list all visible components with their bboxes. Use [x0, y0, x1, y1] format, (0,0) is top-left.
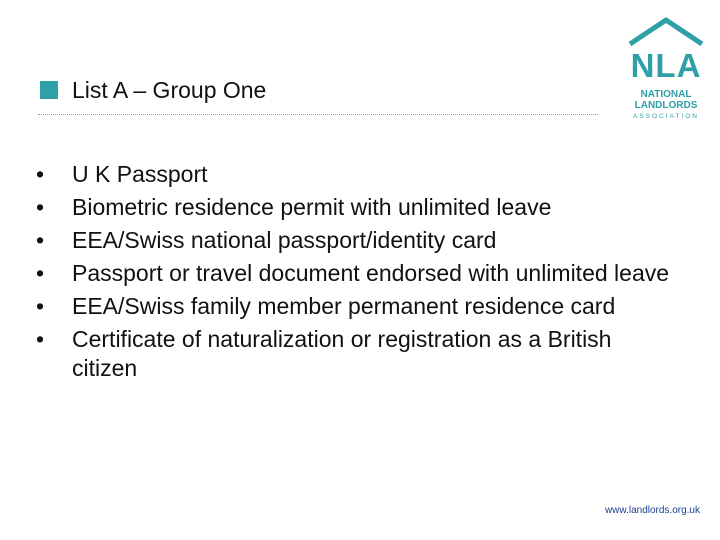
list-item-text: Biometric residence permit with unlimited leave — [72, 194, 552, 220]
title-square-icon — [40, 81, 58, 99]
list-item-text: Certificate of naturalization or registration as a British citizen — [72, 326, 612, 381]
logo-acronym: NLA — [630, 47, 702, 84]
bullet-list — [36, 160, 676, 387]
bullet-icon: • — [36, 227, 45, 253]
bullet-icon: • — [36, 293, 45, 319]
list-item-text: Passport or travel document endorsed with unlimited leave — [72, 260, 670, 286]
logo-line-association: ASSOCIATION — [633, 113, 699, 120]
list-item — [36, 193, 676, 222]
title-row — [40, 74, 266, 106]
bullet-icon: • — [36, 161, 45, 187]
nla-logo — [626, 16, 706, 122]
list-item-text: EEA/Swiss national passport/identity card — [72, 227, 497, 253]
house-roof-icon — [626, 16, 706, 48]
bullet-icon: • — [36, 326, 45, 352]
title-divider — [38, 114, 598, 115]
footer-url-link[interactable]: www.landlords.org.uk — [604, 505, 700, 516]
list-item — [36, 292, 676, 321]
bullet-icon: • — [36, 260, 45, 286]
list-item — [36, 160, 676, 189]
list-item — [36, 325, 676, 383]
list-item-text: U K Passport — [72, 161, 208, 187]
logo-line-landlords: LANDLORDS — [634, 100, 698, 111]
list-item — [36, 259, 676, 288]
list-item — [36, 226, 676, 255]
list-item-text: EEA/Swiss family member permanent residence card — [72, 293, 616, 319]
bullet-icon: • — [36, 194, 45, 220]
logo-line-national: NATIONAL — [640, 89, 692, 100]
slide-title: List A – Group One — [72, 76, 267, 103]
